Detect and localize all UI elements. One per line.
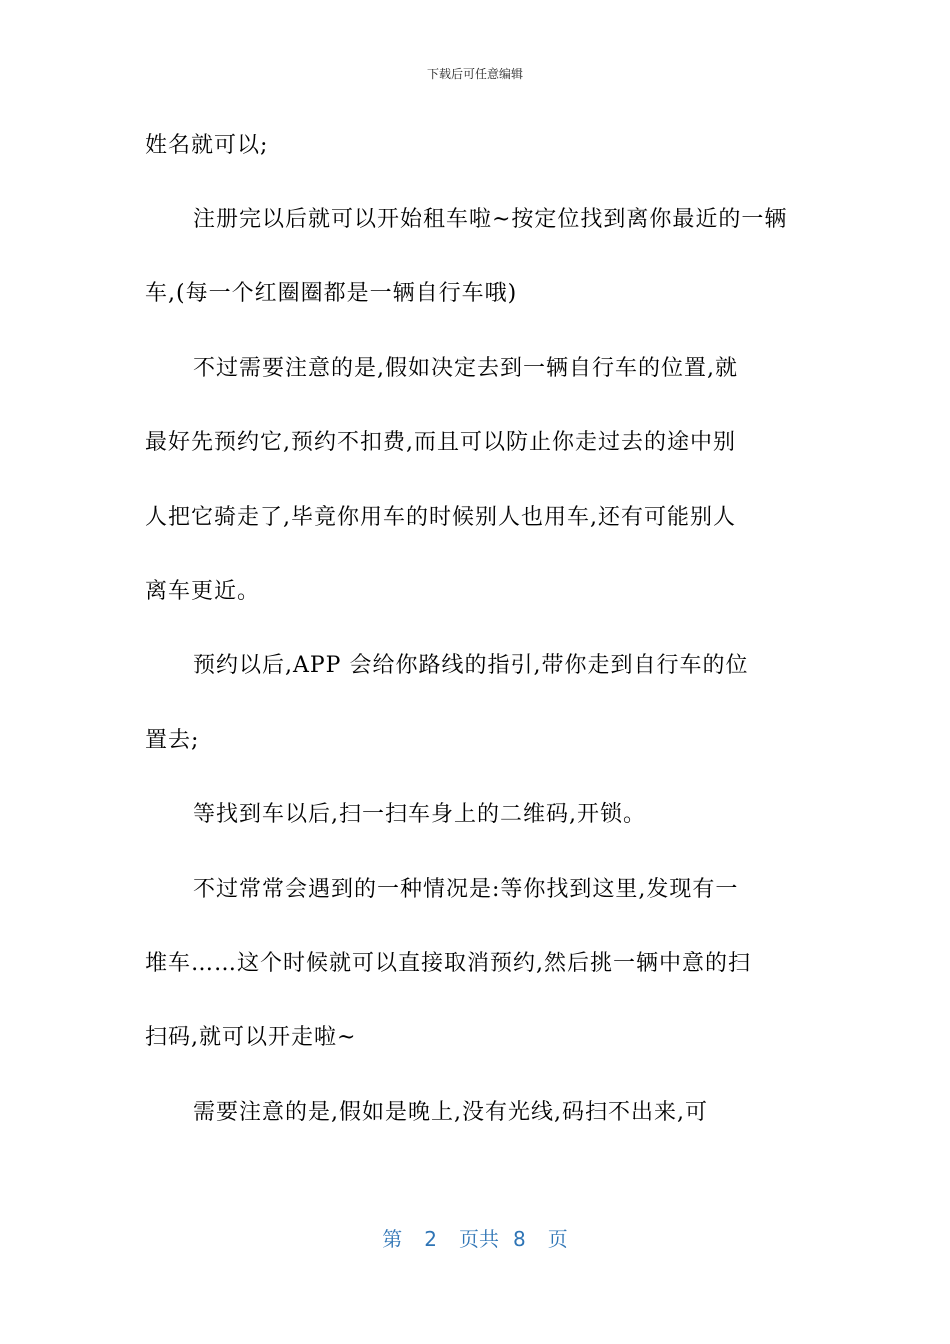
body-line: 人把它骑走了,毕竟你用车的时候别人也用车,还有可能别人	[145, 505, 736, 530]
body-line: 不过需要注意的是,假如决定去到一辆自行车的位置,就	[193, 356, 738, 381]
body-line: 置去;	[145, 728, 200, 753]
total-page-count: 8	[513, 1227, 526, 1251]
page-header-note: 下载后可任意编辑	[426, 67, 523, 81]
footer-middle: 页共	[459, 1227, 499, 1251]
footer-prefix: 第	[382, 1227, 403, 1251]
body-line: 需要注意的是,假如是晚上,没有光线,码扫不出来,可	[193, 1100, 708, 1125]
body-line: 扫码,就可以开走啦~	[145, 1025, 357, 1050]
body-line: 注册完以后就可以开始租车啦~按定位找到离你最近的一辆	[193, 207, 788, 232]
body-line: 姓名就可以;	[145, 133, 269, 158]
page-footer	[0, 1226, 950, 1252]
body-line: 最好先预约它,预约不扣费,而且可以防止你走过去的途中别	[145, 430, 736, 455]
body-line: 堆车……这个时候就可以直接取消预约,然后挑一辆中意的扫	[145, 951, 751, 976]
body-line: 等找到车以后,扫一扫车身上的二维码,开锁。	[193, 802, 646, 827]
current-page-number: 2	[424, 1227, 437, 1251]
footer-suffix: 页	[547, 1227, 568, 1251]
body-line: 不过常常会遇到的一种情况是:等你找到这里,发现有一	[193, 877, 739, 902]
body-line: 车,(每一个红圈圈都是一辆自行车哦)	[145, 281, 518, 306]
body-line: 离车更近。	[145, 579, 261, 604]
body-line: 预约以后,APP 会给你路线的指引,带你走到自行车的位	[193, 653, 749, 678]
